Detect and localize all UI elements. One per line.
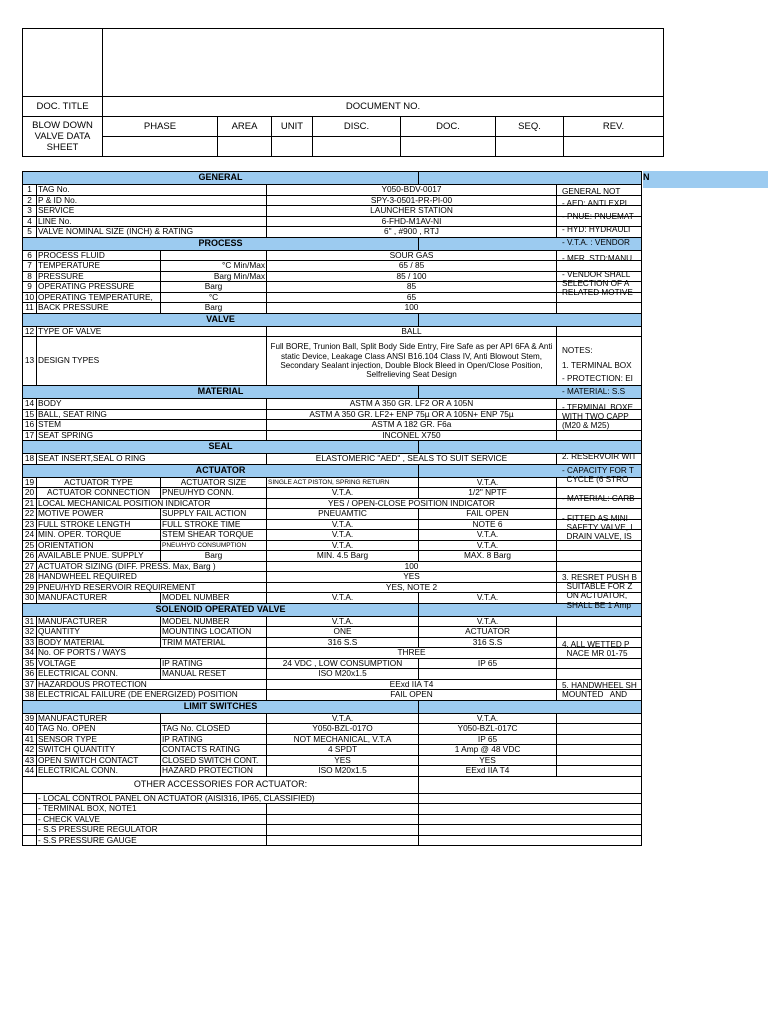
table-row: 21 LOCAL MECHANICAL POSITION INDICATOR YES / OPEN-CLOSE POSITION INDICATOR [23, 498, 642, 509]
note-line: - CAPACITY FOR T CYCLE (6 STRO [562, 466, 634, 485]
section-actuator: ACTUATOR [23, 464, 419, 477]
col-rev: REV. [564, 117, 664, 137]
table-row: 25 ORIENTATION PNEU/HYD CONSUMPTION V.T.A. V.T.A. [23, 540, 642, 551]
note-line: - AED: ANTI EXPL. [562, 199, 632, 208]
col-unit: UNIT [272, 117, 313, 137]
table-row: 23 FULL STROKE LENGTH FULL STROKE TIME V.T.A. NOTE 6 [23, 519, 642, 530]
note-line: - PNUE: PNUEMAT [562, 212, 634, 221]
table-row: 10 OPERATING TEMPERATURE, °C 65 [23, 292, 642, 303]
table-row: 38 ELECTRICAL FAILURE (DE ENERGIZED) POSITION FAIL OPEN [23, 690, 642, 701]
table-row: 6 PROCESS FLUID SOUR GAS [23, 250, 642, 261]
table-row: 32 QUANTITY MOUNTING LOCATION ONE ACTUATOR [23, 627, 642, 638]
note-line: - MATERIAL: CARB [562, 494, 635, 503]
section-accessories: OTHER ACCESSORIES FOR ACTUATOR: [23, 776, 419, 793]
table-row: 2 P & ID No. SPY-3-0501-PR-PI-00 [23, 195, 642, 206]
list-item: - CHECK VALVE [23, 814, 642, 825]
list-item: - S.S PRESSURE REGULATOR [23, 825, 642, 836]
section-valve: VALVE [23, 313, 419, 326]
note-line: - V.T.A. : VENDOR [562, 238, 630, 247]
notes-title: NOTES: [562, 346, 593, 355]
table-row: 27 ACTUATOR SIZING (DIFF. PRESS. Max, Barg ) 100 [23, 561, 642, 572]
note-line: - HYD: HYDRAULI [562, 225, 631, 234]
note-line: - TERMINAL BOXE WITH TWO CAPP (M20 & M25) [562, 403, 633, 431]
table-row: 16 STEM ASTM A 182 GR. F6a [23, 420, 642, 431]
col-area: AREA [218, 117, 272, 137]
table-row: 26 AVAILABLE PNUE. SUPPLY Barg MIN. 4.5 Barg MAX. 8 Barg [23, 551, 642, 562]
note-line: 4. ALL WETTED P NACE MR 01-75 [562, 640, 630, 659]
col-disc: DISC. [313, 117, 401, 137]
section-seal: SEAL [23, 441, 419, 454]
note-line: 5. HANDWHEEL SH MOUNTED AND [562, 681, 637, 700]
note-line: 2. RESERVOIR WIT [562, 452, 637, 461]
note-line: - FITTED AS MINI SAFETY VALVE, I DRAIN VALVE, IS [562, 514, 633, 542]
table-row: 29 PNEU/HYD RESERVOIR REQUIREMENT YES, NOTE 2 [23, 582, 642, 593]
logo-cell [23, 29, 103, 97]
table-row: 9 OPERATING PRESSURE Barg 85 [23, 282, 642, 293]
section-process: PROCESS [23, 237, 419, 250]
table-row: 14 BODY ASTM A 350 GR. LF2 OR A 105N [23, 399, 642, 410]
table-row: 3 SERVICE LAUNCHER STATION [23, 206, 642, 217]
table-row: 34 No. OF PORTS / WAYS THREE [23, 648, 642, 659]
table-row: 8 PRESSURE Barg Min/Max 85 / 100 [23, 271, 642, 282]
doc-title-value: BLOW DOWN VALVE DATA SHEET [23, 117, 103, 157]
col-phase: PHASE [103, 117, 218, 137]
table-row: 37 HAZARDOUS PROTECTION EExd IIA T4 [23, 679, 642, 690]
table-row: 1 TAG No. Y050-BDV-0017 [23, 185, 642, 196]
section-material: MATERIAL [23, 386, 419, 399]
table-row: 24 MIN. OPER. TORQUE STEM SHEAR TORQUE V.T.A. V.T.A. [23, 530, 642, 541]
notes-header-bar [643, 171, 768, 188]
note-line: - MFR. STD:MANU [562, 254, 633, 263]
list-item: - S.S PRESSURE GAUGE [23, 835, 642, 846]
col-seq: SEQ. [496, 117, 564, 137]
table-row: 44 ELECTRICAL CONN. HAZARD PROTECTION ISO M20x1.5 EExd IIA T4 [23, 766, 642, 777]
general-notes-title: GENERAL NOT [562, 187, 621, 196]
table-row: 7 TEMPERATURE °C Min/Max 65 / 85 [23, 261, 642, 272]
section-general: GENERAL [23, 172, 419, 185]
note-line: 1. TERMINAL BOX [562, 361, 632, 370]
doc-title-label: DOC. TITLE [23, 97, 103, 117]
table-row: 5 VALVE NOMINAL SIZE (INCH) & RATING 6" , #900 , RTJ [23, 227, 642, 238]
table-row: 42 SWITCH QUANTITY CONTACTS RATING 4 SPDT 1 Amp @ 48 VDC [23, 745, 642, 756]
table-row: 11 BACK PRESSURE Barg 100 [23, 303, 642, 314]
note-line: 3. RESRET PUSH B SUITABLE FOR Z ON ACTUATOR, SHALL BE 1 Amp [562, 573, 637, 610]
section-solenoid: SOLENOID OPERATED VALVE [23, 603, 419, 616]
table-row: 17 SEAT SPRING INCONEL X750 [23, 430, 642, 441]
table-row: 18 SEAT INSERT,SEAL O RING ELASTOMERIC "AED" , SEALS TO SUIT SERVICE [23, 454, 642, 465]
table-row: 13 DESIGN TYPES Full BORE, Trunion Ball, Split Body Side Entry, Fire Safe as per API 6FA & Anti static Device, Leakage Class ANSI B16.104 Class IV, Anti Blowout Stem, Secondary Sealant injection, Double Block Bleed in Open/Close Position, Selfrelieving Seat Design [23, 337, 642, 386]
col-doc: DOC. [401, 117, 496, 137]
title-block [22, 28, 664, 157]
table-row: 19 ACTUATOR TYPE ACTUATOR SIZE SINGLE ACT PISTON, SPRING RETURN V.T.A. [23, 477, 642, 488]
table-row: 31 MANUFACTURER MODEL NUMBER V.T.A. V.T.A. [23, 616, 642, 627]
table-row: 41 SENSOR TYPE IP RATING NOT MECHANICAL, V.T.A IP 65 [23, 734, 642, 745]
title-area [103, 29, 664, 97]
table-row: 39 MANUFACTURER V.T.A. V.T.A. [23, 713, 642, 724]
table-row: 35 VOLTAGE IP RATING 24 VDC , LOW CONSUMPTION IP 65 [23, 658, 642, 669]
note-line: - MATERIAL: S.S [562, 387, 626, 396]
table-row: 4 LINE No. 6-FHD-M1AV-NI [23, 216, 642, 227]
table-row: 40 TAG No. OPEN TAG No. CLOSED Y050-BZL-017O Y050-BZL-017C [23, 724, 642, 735]
table-row: 30 MANUFACTURER MODEL NUMBER V.T.A. V.T.A. [23, 593, 642, 604]
table-row: 28 HANDWHEEL REQUIRED YES [23, 572, 642, 583]
table-row: 43 OPEN SWITCH CONTACT CLOSED SWITCH CONT. YES YES [23, 755, 642, 766]
table-row: 22 MOTIVE POWER SUPPLY FAIL ACTION PNEUAMTIC FAIL OPEN [23, 509, 642, 520]
list-item: - LOCAL CONTROL PANEL ON ACTUATOR (AISI316, IP65, CLASSIFIED) [23, 793, 642, 804]
datasheet-table [22, 171, 642, 846]
note-line: - PROTECTION: EI [562, 374, 633, 383]
doc-no-label: DOCUMENT NO. [103, 97, 664, 117]
table-row: 33 BODY MATERIAL TRIM MATERIAL 316 S.S 316 S.S [23, 637, 642, 648]
list-item: - TERMINAL BOX, NOTE1 [23, 804, 642, 815]
table-row: 15 BALL, SEAT RING ASTM A 350 GR. LF2+ ENP 75µ OR A 105N+ ENP 75µ [23, 409, 642, 420]
section-limit-switches: LIMIT SWITCHES [23, 700, 419, 713]
notes-header-letter: N [643, 172, 650, 182]
table-row: 36 ELECTRICAL CONN. MANUAL RESET ISO M20x1.5 [23, 669, 642, 680]
table-row: 20 ACTUATOR CONNECTION PNEU/HYD CONN. V.T.A. 1/2" NPTF [23, 488, 642, 499]
table-row: 12 TYPE OF VALVE BALL [23, 326, 642, 337]
note-line: - VENDOR SHALL SELECTION OF A RELATED MOTIVE [562, 270, 633, 298]
